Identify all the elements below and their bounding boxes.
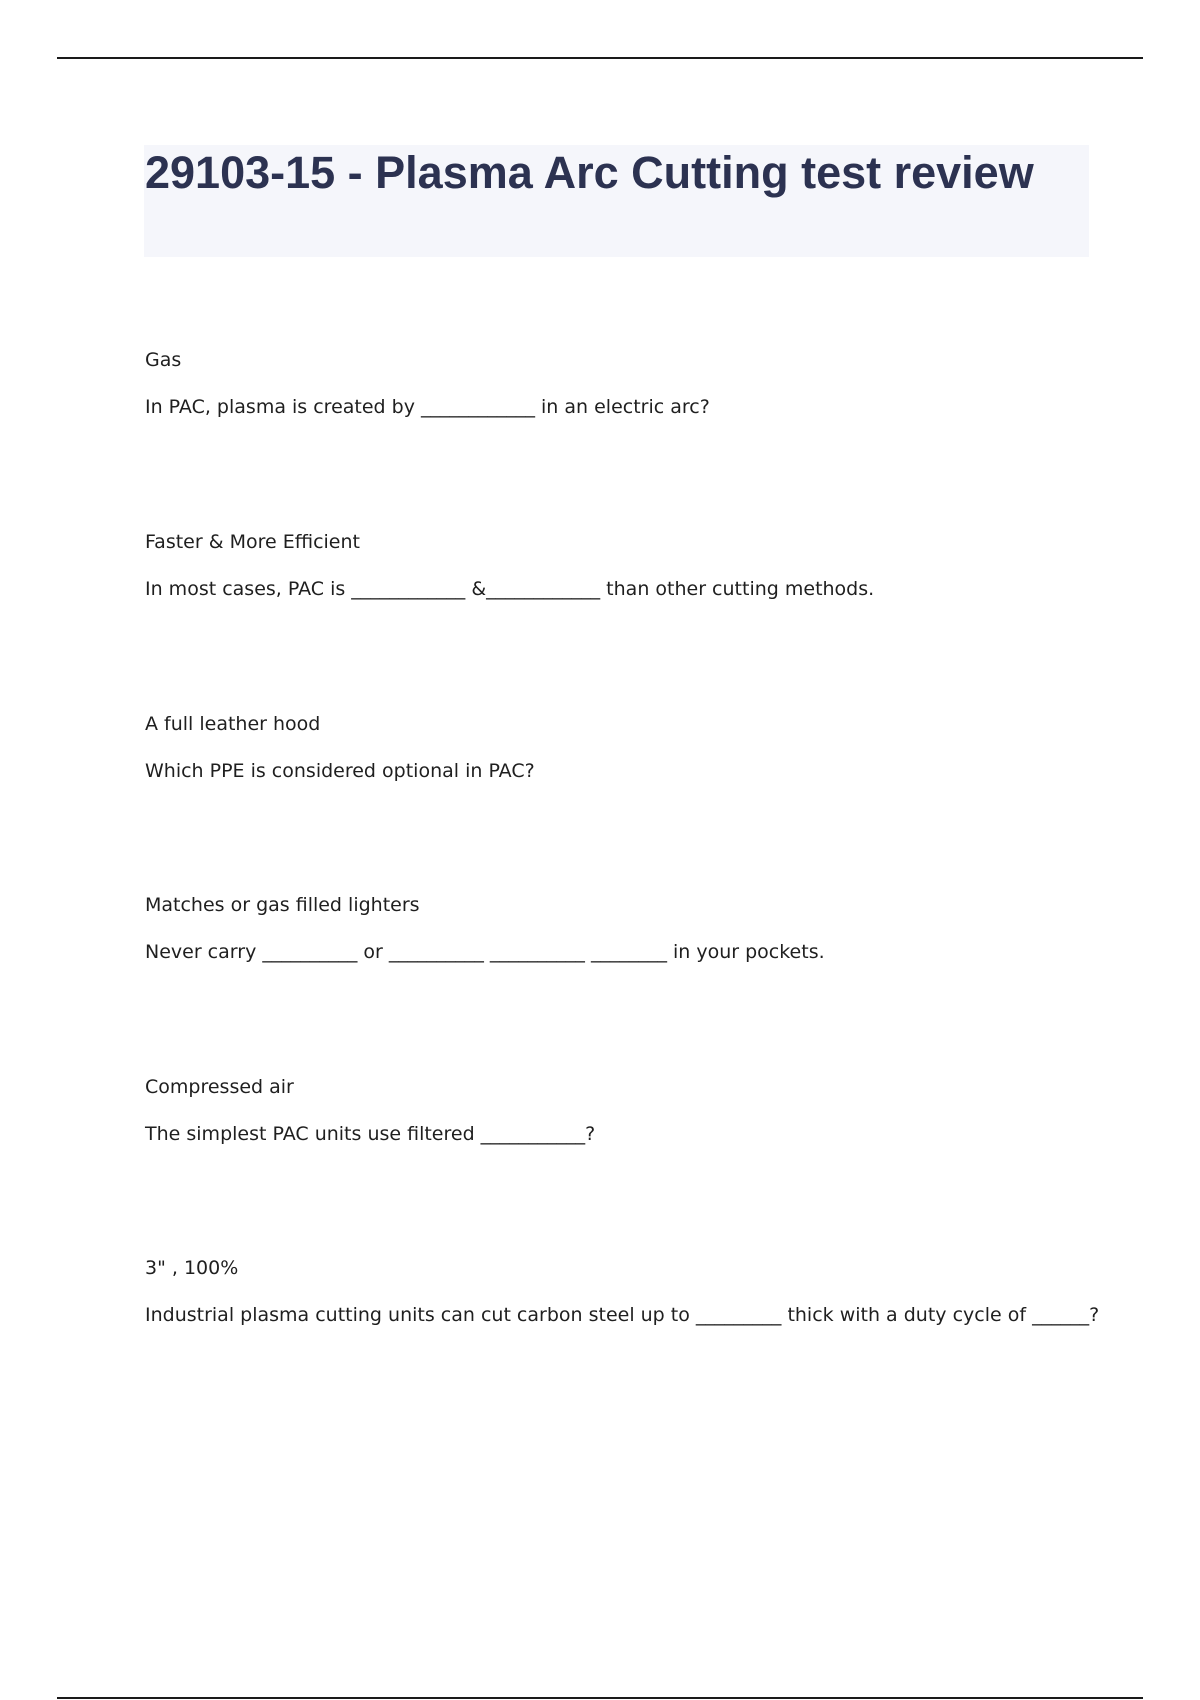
flashcard [145,1256,1100,1326]
title-banner [144,145,1089,257]
card-definition: Industrial plasma cutting units can cut carbon steel up to _________ thick with a duty cycle of ______? [145,1304,1100,1326]
card-definition: Which PPE is considered optional in PAC? [145,760,535,782]
flashcard [145,348,1095,418]
card-term: Gas [145,349,182,371]
flashcard [145,530,1095,600]
card-definition: In most cases, PAC is ____________ &____________ than other cutting methods. [145,578,875,600]
card-term: Matches or gas filled lighters [145,894,420,916]
top-rule [57,57,1143,59]
flashcard [145,893,1095,963]
page-title: 29103-15 - Plasma Arc Cutting test review [145,147,1034,198]
card-term: A full leather hood [145,713,321,735]
bottom-rule [57,1697,1143,1699]
flashcard [145,1075,1095,1145]
flashcard [145,712,1095,782]
card-term: 3" , 100% [145,1257,239,1279]
card-definition: The simplest PAC units use filtered ___________? [145,1123,596,1145]
card-term: Compressed air [145,1076,294,1098]
card-definition: In PAC, plasma is created by ____________ in an electric arc? [145,396,710,418]
card-definition: Never carry __________ or __________ __________ ________ in your pockets. [145,941,825,963]
card-term: Faster & More Efficient [145,531,360,553]
